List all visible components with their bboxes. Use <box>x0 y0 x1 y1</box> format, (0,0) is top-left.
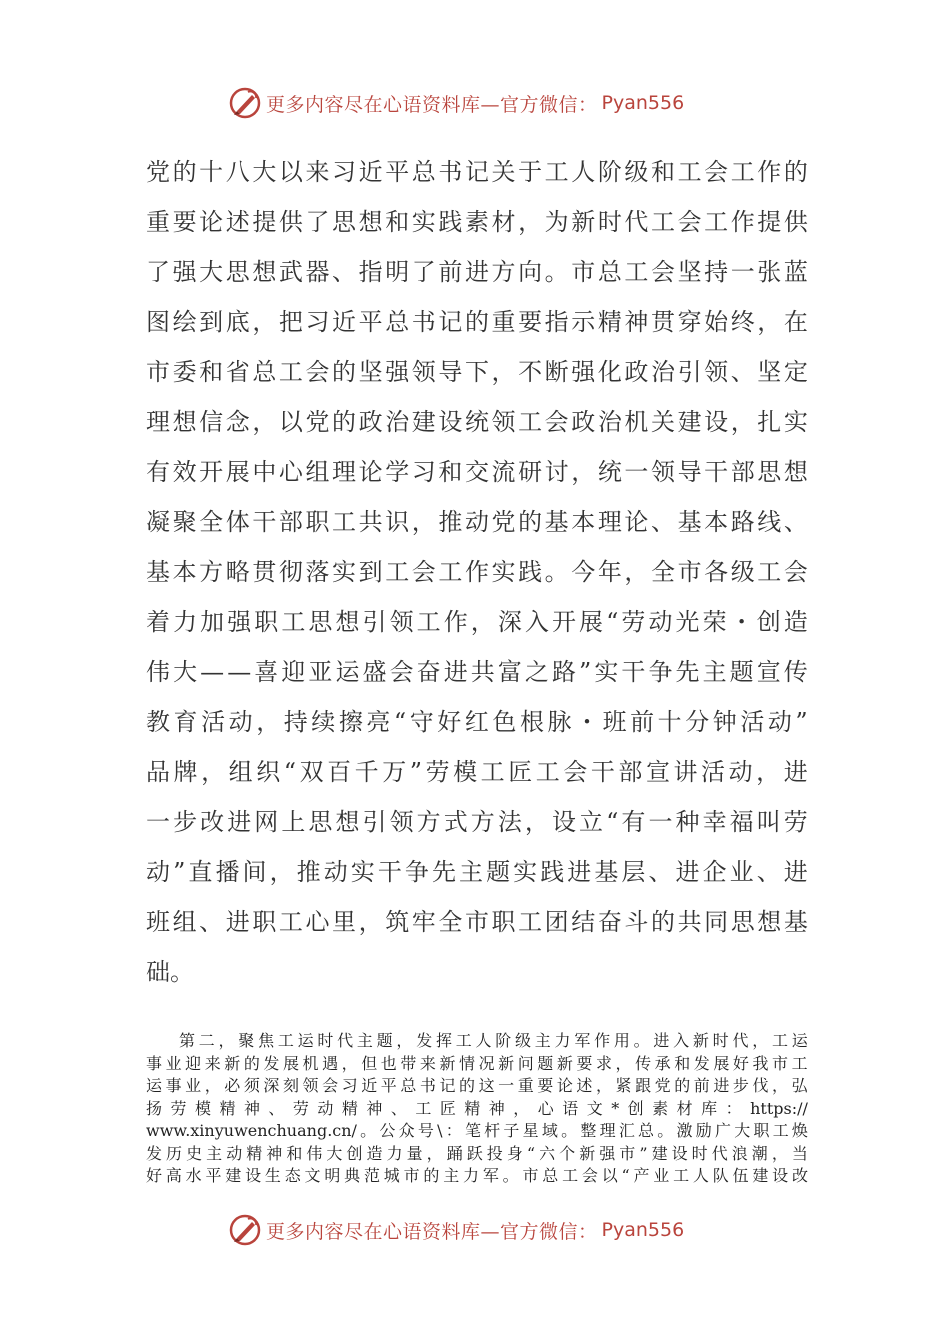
text-line: 党 的 十 八 大 以 来 习 近 平 总 书 记 关 于 工 人 阶 级 和 工 会 工 作 的 <box>146 158 808 186</box>
pen-logo-icon <box>228 1213 262 1247</box>
text-line: 班 组 、 进 职 工 心 里 ， 筑 牢 全 市 职 工 团 结 奋 斗 的 共 同 思 想 基 <box>146 908 808 936</box>
main-paragraph <box>146 147 808 997</box>
text-line: 扬 劳 模 精 神 、 劳 动 精 神 、 工 匠 精 神 ， 心 语 文 * 创 素 材 库 ： https:// <box>146 1098 808 1118</box>
banner-text: 更多内容尽在心语资料库—官方微信： <box>266 93 598 116</box>
wechat-id: Pyan556 <box>601 1219 685 1241</box>
text-line: 理 想 信 念 ， 以 党 的 政 治 建 设 统 领 工 会 政 治 机 关 建 设 ， 扎 实 <box>146 408 808 436</box>
header-banner <box>0 83 950 123</box>
text-line: 发 历 史 主 动 精 神 和 伟 大 创 造 力 量 ， 踊 跃 投 身 “ 六 个 新 强 市 ” 建 设 时 代 浪 潮 ， 当 <box>146 1143 808 1163</box>
text-line: 好 高 水 平 建 设 生 态 文 明 典 范 城 市 的 主 力 军 。 市 总 工 会 以 “ 产 业 工 人 队 伍 建 设 改 <box>146 1166 808 1185</box>
text-line: 市 委 和 省 总 工 会 的 坚 强 领 导 下 ， 不 断 强 化 政 治 引 领 、 坚 定 <box>146 358 808 386</box>
text-line: 伟 大 — — 喜 迎 亚 运 盛 会 奋 进 共 富 之 路 ” 实 干 争 先 主 题 宣 传 <box>146 658 808 686</box>
text-line: www.xinyuwenchuang.cn/ 。 公 众 号 \ ： 笔 杆 子 星 域 。 整 理 汇 总 。 激 励 广 大 职 工 焕 <box>146 1121 808 1140</box>
text-line: 运 事 业 ， 必 须 深 刻 领 会 习 近 平 总 书 记 的 这 一 重 要 论 述 ， 紧 跟 党 的 前 进 步 伐 ， 弘 <box>146 1076 808 1095</box>
text-line: 图 绘 到 底 ， 把 习 近 平 总 书 记 的 重 要 指 示 精 神 贯 穿 始 终 ， 在 <box>146 308 808 336</box>
text-line: 一 步 改 进 网 上 思 想 引 领 方 式 方 法 ， 设 立 “ 有 一 种 幸 福 叫 劳 <box>146 808 808 836</box>
text-line: 第 二 ， 聚 焦 工 运 时 代 主 题 ， 发 挥 工 人 阶 级 主 力 军 作 用 。 进 入 新 时 代 ， 工 运 <box>179 1031 808 1050</box>
text-line: 基 本 方 略 贯 彻 落 实 到 工 会 工 作 实 践 。 今 年 ， 全 市 各 级 工 会 <box>146 558 808 586</box>
second-paragraph <box>146 1030 808 1188</box>
banner-text: 更多内容尽在心语资料库—官方微信： <box>266 1220 598 1243</box>
text-line: 了 强 大 思 想 武 器 、 指 明 了 前 进 方 向 。 市 总 工 会 坚 持 一 张 蓝 <box>146 258 808 286</box>
text-line: 事 业 迎 来 新 的 发 展 机 遇 ， 但 也 带 来 新 情 况 新 问 题 新 要 求 ， 传 承 和 发 展 好 我 市 工 <box>146 1053 808 1073</box>
text-line: 重 要 论 述 提 供 了 思 想 和 实 践 素 材 ， 为 新 时 代 工 会 工 作 提 供 <box>146 208 808 236</box>
pen-logo-icon <box>228 86 262 120</box>
text-line: 有 效 开 展 中 心 组 理 论 学 习 和 交 流 研 讨 ， 统 一 领 导 干 部 思 想 <box>146 458 808 486</box>
text-line: 品 牌 ， 组 织 “ 双 百 千 万 ” 劳 模 工 匠 工 会 干 部 宣 讲 活 动 ， 进 <box>146 758 808 786</box>
wechat-id: Pyan556 <box>601 92 685 114</box>
text-line: 教 育 活 动 ， 持 续 擦 亮 “ 守 好 红 色 根 脉 ・ 班 前 十 分 钟 活 动 ” <box>146 708 808 736</box>
text-line: 着 力 加 强 职 工 思 想 引 领 工 作 ， 深 入 开 展 “ 劳 动 光 荣 ・ 创 造 <box>146 608 808 636</box>
text-line: 动 ” 直 播 间 ， 推 动 实 干 争 先 主 题 实 践 进 基 层 、 进 企 业 、 进 <box>146 858 808 886</box>
text-line: 凝 聚 全 体 干 部 职 工 共 识 ， 推 动 党 的 基 本 理 论 、 基 本 路 线 、 <box>146 508 808 536</box>
footer-banner <box>0 1210 950 1250</box>
text-line: 础。 <box>146 958 194 986</box>
